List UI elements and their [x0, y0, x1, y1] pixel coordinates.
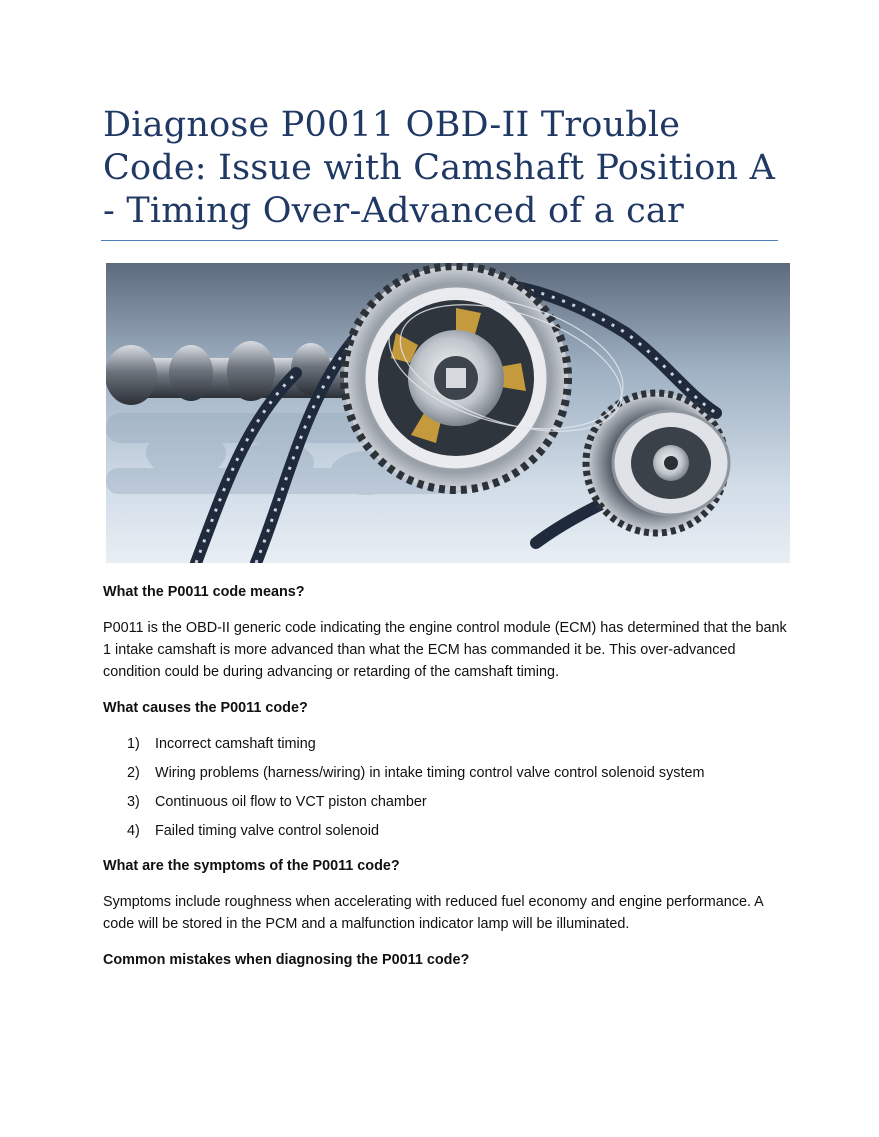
section-heading-causes: What causes the P0011 code?	[103, 700, 308, 716]
page-title: Diagnose P0011 OBD-II Trouble Code: Issue with Camshaft Position A - Timing Over-Advanced of a car	[103, 105, 776, 231]
list-item	[103, 762, 793, 784]
list-item	[103, 733, 793, 755]
list-item-number: 3)	[127, 794, 140, 810]
list-item-text: Incorrect camshaft timing	[155, 736, 316, 752]
list-item-text: Wiring problems (harness/wiring) in intake timing control valve control solenoid system	[155, 765, 705, 781]
section-heading-mistakes: Common mistakes when diagnosing the P0011 code?	[103, 952, 470, 968]
list-item-number: 2)	[127, 765, 140, 781]
list-item-number: 1)	[127, 736, 140, 752]
symptoms-paragraph: Symptoms include roughness when accelerating with reduced fuel economy and engine performance. A code will be stored in the PCM and a malfunction indicator lamp will be illuminated.	[103, 894, 763, 932]
list-item-number: 4)	[127, 823, 140, 839]
article-body	[103, 581, 793, 971]
list-item	[103, 820, 793, 842]
list-item-text: Failed timing valve control solenoid	[155, 823, 379, 839]
causes-list	[103, 733, 793, 842]
section-heading-symptoms: What are the symptoms of the P0011 code?	[103, 858, 400, 874]
meaning-paragraph: P0011 is the OBD-II generic code indicating the engine control module (ECM) has determined that the bank 1 intake camshaft is more advanced than what the ECM has commanded it be. This over-advanced condition could be during advancing or retarding of the camshaft timing.	[103, 620, 787, 680]
list-item-text: Continuous oil flow to VCT piston chamber	[155, 794, 427, 810]
list-item	[103, 791, 793, 813]
title-underline	[101, 240, 778, 241]
section-heading-meaning: What the P0011 code means?	[103, 584, 305, 600]
camshaft-timing-illustration	[106, 263, 790, 563]
